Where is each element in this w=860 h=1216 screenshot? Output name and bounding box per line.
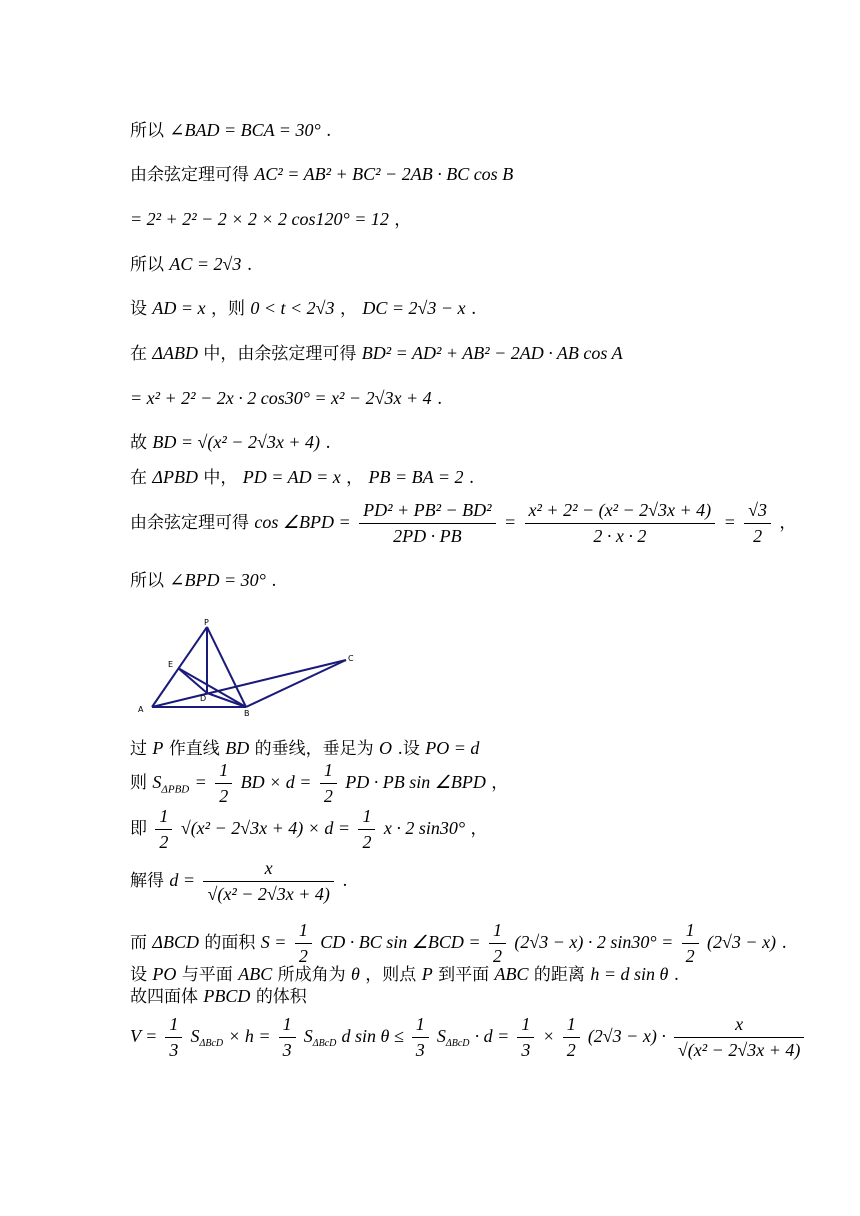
text: ， bbox=[779, 513, 797, 533]
math: S bbox=[152, 772, 162, 792]
denominator: 3 bbox=[282, 1040, 292, 1060]
fraction bbox=[320, 760, 337, 807]
math: S bbox=[190, 1026, 200, 1046]
label-P: P bbox=[204, 618, 209, 627]
fraction bbox=[203, 858, 333, 905]
math: θ bbox=[351, 964, 360, 984]
line-19 bbox=[130, 1014, 807, 1061]
denominator: 2 bbox=[566, 1040, 576, 1060]
numerator: 1 bbox=[165, 1014, 182, 1038]
math: √(x² − 2√3x + 4) × d = bbox=[180, 818, 351, 838]
text: 所以 bbox=[130, 121, 164, 141]
math: BD × d = bbox=[240, 772, 312, 792]
math: · d = bbox=[474, 1026, 510, 1046]
line-16 bbox=[130, 920, 787, 967]
fraction bbox=[674, 1014, 804, 1061]
numerator: √3 bbox=[744, 500, 771, 524]
text: 中，由余弦定理可得 bbox=[203, 344, 357, 364]
line-7 bbox=[130, 388, 442, 409]
figure-lines bbox=[152, 627, 346, 707]
math: cos ∠BPD = bbox=[254, 512, 351, 532]
line-18 bbox=[130, 986, 307, 1007]
math: AD = x bbox=[152, 298, 206, 318]
subscript: ΔBcD bbox=[445, 1038, 470, 1050]
numerator: 1 bbox=[517, 1014, 534, 1038]
text: . bbox=[437, 389, 443, 409]
denominator: 2 bbox=[753, 526, 763, 546]
numerator: 1 bbox=[489, 920, 506, 944]
text: 与平面 bbox=[181, 965, 233, 985]
math: (2√3 − x) bbox=[707, 932, 777, 952]
numerator: 1 bbox=[279, 1014, 296, 1038]
numerator: 1 bbox=[358, 806, 375, 830]
text: 的面积 bbox=[204, 933, 256, 953]
fraction bbox=[165, 1014, 182, 1061]
denominator: 3 bbox=[415, 1040, 425, 1060]
math: O bbox=[379, 738, 393, 758]
denominator: 2 bbox=[362, 832, 372, 852]
label-D: D bbox=[200, 694, 207, 703]
denominator: 3 bbox=[521, 1040, 531, 1060]
math: × h = bbox=[228, 1026, 271, 1046]
numerator: x² + 2² − (x² − 2√3x + 4) bbox=[525, 500, 716, 524]
denominator: 2 bbox=[219, 786, 229, 806]
text: ， bbox=[346, 468, 364, 488]
math: (2√3 − x) · 2 sin30° = bbox=[514, 932, 674, 952]
math: h = d sin θ bbox=[590, 964, 669, 984]
numerator: 1 bbox=[320, 760, 337, 784]
numerator: 1 bbox=[155, 806, 172, 830]
subscript: ΔPBD bbox=[161, 783, 190, 796]
math: AC² = AB² + BC² − 2AB · BC cos B bbox=[254, 164, 514, 184]
text: 由余弦定理可得 bbox=[130, 165, 249, 185]
text: 即 bbox=[130, 819, 147, 839]
fraction bbox=[412, 1014, 429, 1061]
label-E: E bbox=[168, 660, 174, 669]
math: PB = BA = 2 bbox=[368, 467, 464, 487]
math: × bbox=[542, 1026, 555, 1046]
text: 故四面体 bbox=[130, 987, 198, 1007]
denominator: 2PD · PB bbox=[393, 526, 462, 546]
text: .设 bbox=[397, 739, 420, 759]
math: d = bbox=[169, 870, 196, 890]
fraction bbox=[517, 1014, 534, 1061]
text: ， bbox=[339, 299, 357, 319]
segment-ED bbox=[178, 668, 207, 693]
denominator: 3 bbox=[169, 1040, 179, 1060]
math: x · 2 sin30° bbox=[383, 818, 466, 838]
line-11 bbox=[130, 570, 277, 591]
math: PD · PB sin ∠BPD bbox=[345, 772, 486, 792]
text: . bbox=[246, 255, 253, 275]
text: 的距离 bbox=[533, 965, 585, 985]
label-B: B bbox=[244, 709, 250, 718]
numerator: x bbox=[203, 858, 333, 882]
line-14 bbox=[130, 806, 487, 853]
denominator: 2 bbox=[159, 832, 169, 852]
text: ，则 bbox=[210, 299, 245, 319]
text: 由余弦定理可得 bbox=[130, 513, 249, 533]
numerator: 1 bbox=[215, 760, 232, 784]
math: = 2² + 2² − 2 × 2 × 2 cos120° = 12 bbox=[130, 209, 389, 229]
fraction bbox=[358, 806, 375, 853]
text: 过 bbox=[130, 739, 147, 759]
math: P bbox=[152, 738, 164, 758]
numerator: 1 bbox=[563, 1014, 580, 1038]
math: PD = AD = x bbox=[242, 467, 341, 487]
math: (2√3 − x) · bbox=[587, 1026, 666, 1046]
text: ，则点 bbox=[365, 965, 417, 985]
numerator: x bbox=[674, 1014, 804, 1038]
math: P bbox=[421, 964, 433, 984]
denominator: √(x² − 2√3x + 4) bbox=[207, 884, 330, 904]
denominator: 2 bbox=[298, 946, 308, 966]
text: 设 bbox=[130, 965, 147, 985]
denominator: 2 · x · 2 bbox=[593, 526, 647, 546]
subscript: ΔBcD bbox=[312, 1038, 337, 1050]
text: . bbox=[326, 121, 332, 141]
text: 故 bbox=[130, 433, 147, 453]
text: 到平面 bbox=[438, 965, 490, 985]
math: ∠BAD = BCA = 30° bbox=[169, 120, 321, 140]
text: . bbox=[325, 433, 331, 453]
line-10 bbox=[130, 500, 796, 547]
math: PO = d bbox=[425, 738, 480, 758]
line-2 bbox=[130, 164, 513, 185]
text: . bbox=[470, 299, 477, 319]
math: 0 < t < 2√3 bbox=[250, 298, 335, 318]
math: AC = 2√3 bbox=[169, 254, 242, 274]
math: d sin θ ≤ bbox=[341, 1026, 404, 1046]
math: ΔPBD bbox=[152, 467, 198, 487]
line-17 bbox=[130, 964, 679, 985]
text: 而 bbox=[130, 933, 147, 953]
text: 在 bbox=[130, 344, 147, 364]
label-A: A bbox=[138, 705, 144, 714]
line-6 bbox=[130, 343, 623, 364]
text: . bbox=[781, 933, 787, 953]
fraction bbox=[525, 500, 716, 547]
numerator: PD² + PB² − BD² bbox=[359, 500, 495, 524]
math: S bbox=[303, 1026, 313, 1046]
line-1 bbox=[130, 120, 331, 141]
math: S bbox=[436, 1026, 446, 1046]
fraction bbox=[295, 920, 312, 967]
denominator: 2 bbox=[492, 946, 502, 966]
numerator: 1 bbox=[295, 920, 312, 944]
equals: = bbox=[503, 512, 517, 532]
numerator: 1 bbox=[682, 920, 699, 944]
text: 在 bbox=[130, 468, 147, 488]
denominator: √(x² − 2√3x + 4) bbox=[677, 1040, 801, 1060]
fraction bbox=[359, 500, 495, 547]
line-3 bbox=[130, 209, 411, 230]
text: 作直线 bbox=[168, 739, 220, 759]
fraction bbox=[489, 920, 506, 967]
math: S = bbox=[260, 932, 287, 952]
text: . bbox=[673, 965, 680, 985]
fraction bbox=[744, 500, 771, 547]
fraction bbox=[563, 1014, 580, 1061]
line-4 bbox=[130, 254, 252, 275]
math: PO bbox=[152, 964, 177, 984]
math: = x² + 2² − 2x · 2 cos30° = x² − 2√3x + 4 bbox=[130, 388, 432, 408]
math: BD = √(x² − 2√3x + 4) bbox=[152, 432, 320, 452]
fraction bbox=[215, 760, 232, 807]
equals: = bbox=[723, 512, 736, 532]
text: 所以 bbox=[130, 571, 164, 591]
text: 则 bbox=[130, 773, 147, 793]
math: = bbox=[194, 772, 207, 792]
label-C: C bbox=[348, 654, 354, 663]
math: ABC bbox=[494, 964, 529, 984]
denominator: 2 bbox=[685, 946, 695, 966]
math: CD · BC sin ∠BCD = bbox=[320, 932, 481, 952]
math: V = bbox=[130, 1026, 158, 1046]
text: 中， bbox=[203, 468, 238, 488]
text: 解得 bbox=[130, 871, 164, 891]
segment-BC bbox=[246, 660, 346, 707]
line-5 bbox=[130, 298, 476, 319]
text: 设 bbox=[130, 299, 147, 319]
text: ， bbox=[470, 819, 488, 839]
text: 所以 bbox=[130, 255, 164, 275]
line-9 bbox=[130, 467, 474, 488]
math: BD² = AD² + AB² − 2AD · AB cos A bbox=[361, 343, 623, 363]
math: DC = 2√3 − x bbox=[362, 298, 466, 318]
fraction bbox=[155, 806, 172, 853]
text: . bbox=[342, 871, 348, 891]
fraction bbox=[682, 920, 699, 967]
math: ΔBCD bbox=[152, 932, 199, 952]
line-15 bbox=[130, 858, 348, 905]
line-13 bbox=[130, 760, 508, 807]
text: . bbox=[468, 468, 475, 488]
line-8 bbox=[130, 432, 331, 453]
math: ΔABD bbox=[152, 343, 198, 363]
numerator: 1 bbox=[412, 1014, 429, 1038]
text: ， bbox=[394, 210, 412, 230]
segment-AC bbox=[152, 660, 346, 707]
text: . bbox=[271, 571, 277, 591]
math: BD bbox=[225, 738, 250, 758]
fraction bbox=[279, 1014, 296, 1061]
text: 所成角为 bbox=[277, 965, 346, 985]
text: ， bbox=[491, 773, 509, 793]
math: ABC bbox=[238, 964, 273, 984]
math: ∠BPD = 30° bbox=[169, 570, 266, 590]
line-12 bbox=[130, 738, 479, 759]
math: PBCD bbox=[203, 986, 251, 1006]
geometry-figure bbox=[130, 615, 370, 720]
subscript: ΔBcD bbox=[199, 1038, 224, 1050]
denominator: 2 bbox=[323, 786, 333, 806]
text: 的垂线，垂足为 bbox=[254, 739, 374, 759]
text: 的体积 bbox=[255, 987, 307, 1007]
